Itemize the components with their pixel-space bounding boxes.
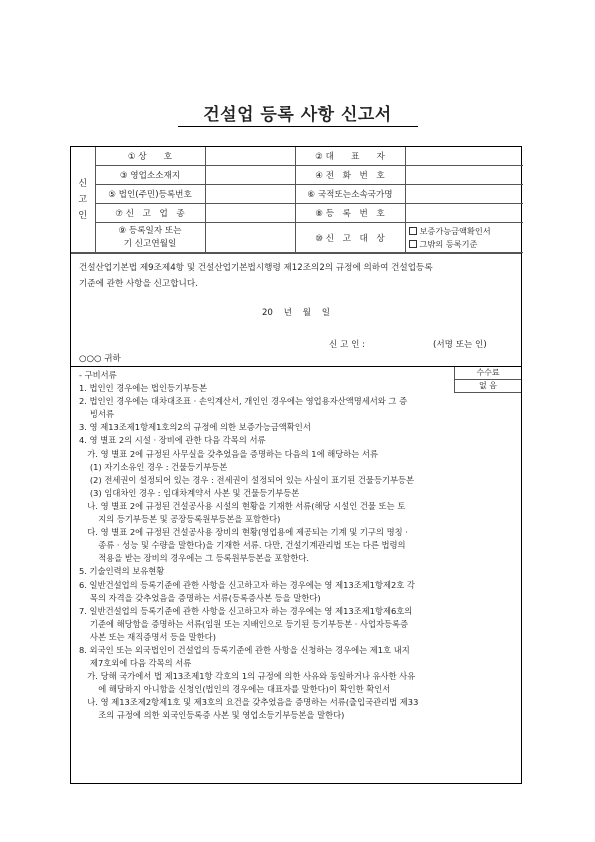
option-other-criteria[interactable]: 그밖의 등록기준 xyxy=(409,238,521,251)
trade-name-field[interactable] xyxy=(205,147,295,166)
doc-line: 다. 영 별표 2에 규정된 건설공사용 장비의 현황(영업용에 제공되는 기계 및 기구의 명칭 · xyxy=(79,527,408,538)
report-target-options xyxy=(405,223,523,253)
report-target-label: ⑩ 신 고 대 상 xyxy=(295,223,405,253)
registration-number-field[interactable] xyxy=(405,204,523,223)
nationality-field[interactable] xyxy=(405,185,523,204)
doc-line: 2. 법인인 경우에는 대차대조표 · 손익계산서, 개인인 경우에는 영업용자산액명세서와 그 증 xyxy=(79,396,408,407)
applicant-side-label: 신 고 인 xyxy=(71,147,95,253)
signer-label: 신 고 인 : xyxy=(329,340,365,350)
doc-line: - 구비서류 xyxy=(79,370,117,380)
doc-line: 1. 법인인 경우에는 법인등기부등본 xyxy=(79,383,208,394)
doc-line: 종류 · 성능 및 수량을 말한다)을 기재한 서류. 다만, 건설기계관리법 또는 다른 법령의 xyxy=(79,540,406,551)
phone-label: ④ 전 화 번 호 xyxy=(295,166,405,185)
business-type-label: ⑦ 신 고 업 종 xyxy=(95,204,205,223)
doc-line: 제7호외에 다음 각목의 서류 xyxy=(79,658,192,669)
doc-line: (3) 임대차인 경우 : 임대차계약서 사본 및 건물등기부등본 xyxy=(79,487,300,498)
representative-field[interactable] xyxy=(405,147,523,166)
office-address-label: ③ 영업소소재지 xyxy=(95,166,205,185)
doc-line: 목의 자격을 갖추었음을 증명하는 서류(등록증사본 등을 말한다) xyxy=(79,592,321,603)
doc-line: 8. 외국인 또는 외국법인이 건설업의 등록기준에 관한 사항을 신청하는 경우에는 제1호 내지 xyxy=(79,644,410,655)
document-list xyxy=(79,369,515,723)
signature-note: (서명 또는 인) xyxy=(433,340,487,350)
doc-line: 지의 등기부등본 및 공장등록원부등본을 포함한다) xyxy=(79,514,281,525)
doc-line: 사본 또는 재직증명서 등을 말한다) xyxy=(79,631,216,642)
doc-line: 적용을 받는 장비의 경우에는 그 등록원부등본을 포함한다. xyxy=(79,553,310,564)
doc-line: 가. 당해 국가에서 법 제13조제1항 각호의 1의 규정에 의한 사유와 동일하거나 유사한 사유 xyxy=(79,671,416,682)
checkbox-icon[interactable] xyxy=(409,240,417,248)
doc-line: 7. 일반건설업의 등록기준에 관한 사항을 신고하고자 하는 경우에는 영 제13조제1항제6호의 xyxy=(79,605,413,616)
fee-value: 없 음 xyxy=(479,381,497,390)
representative-label: ② 대 표 자 xyxy=(295,147,405,166)
doc-line: (2) 전세권이 설정되어 있는 경우 : 전세권이 설정되어 있는 사실이 표기된 건물등기부등본 xyxy=(79,474,415,485)
doc-line: 3. 영 제13조제1항제1호의2의 규정에 의한 보증가능금액확인서 xyxy=(79,422,311,433)
doc-line: 4. 영 별표 2의 시설 · 장비에 관한 다음 각목의 서류 xyxy=(79,435,266,446)
registration-id-label: ⑤ 법인(주민)등록번호 xyxy=(95,185,205,204)
registration-id-field[interactable] xyxy=(205,185,295,204)
option-guarantee[interactable]: 보증가능금액확인서 xyxy=(409,225,521,238)
doc-line: 빙서류 xyxy=(79,409,114,420)
form-title: 건설업 등록 사항 신고서 xyxy=(203,105,392,125)
doc-line: 기준에 해당함을 증명하는 서류(임원 또는 지배인으로 등기된 등기부등본 · 사업자등록증 xyxy=(79,618,409,629)
doc-line: 나. 영 제13조제2항제1호 및 제3호의 요건을 갖추었음을 증명하는 서류(출입국관리법 제33 xyxy=(79,697,419,708)
doc-line: 나. 영 별표 2에 규정된 건설공사용 시설의 현황을 기재한 서류(해당 시설인 건물 또는 토 xyxy=(79,500,406,511)
phone-field[interactable] xyxy=(405,166,523,185)
nationality-label: ⑥ 국적또는소속국가명 xyxy=(295,185,405,204)
doc-line: 5. 기술인력의 보유현황 xyxy=(79,566,165,577)
applicant-table xyxy=(71,147,523,253)
registration-date-label: ⑨ 등록일자 또는 기 신고연월일 xyxy=(95,223,205,253)
fee-label: 수수료 xyxy=(455,367,521,380)
form-box xyxy=(70,146,522,784)
office-address-field[interactable] xyxy=(205,166,295,185)
registration-number-label: ⑧ 등 록 번 호 xyxy=(295,204,405,223)
required-documents xyxy=(71,366,521,783)
doc-line: (1) 자기소유인 경우 : 건물등기부등본 xyxy=(79,461,228,472)
doc-line: 가. 영 별표 2에 규정된 사무실을 갖추었음을 증명하는 다음의 1에 해당하는 서류 xyxy=(79,448,378,459)
checkbox-icon[interactable] xyxy=(409,227,417,235)
declaration-text: 건설산업기본법 제9조제4항 및 건설산업기본법시행령 제12조의2의 규정에 의하여 건설업등록 기준에 관한 사항을 신고합니다. xyxy=(79,263,433,289)
declaration-section xyxy=(71,253,521,366)
addressee: ○○○ 귀하 xyxy=(79,354,121,364)
title-underline xyxy=(178,126,418,127)
doc-line: 조의 규정에 의한 외국인등록증 사본 및 영업소등기부등본을 말한다) xyxy=(79,710,345,721)
business-type-field[interactable] xyxy=(205,204,295,223)
registration-date-field[interactable] xyxy=(205,223,295,253)
trade-name-label: ① 상 호 xyxy=(95,147,205,166)
declaration-date: 20 년 월 일 xyxy=(261,308,331,318)
doc-line: 에 해당하지 아니함을 신청인(법인의 경우에는 대표자를 말한다)이 확인한 확인서 xyxy=(79,684,391,695)
doc-line: 6. 일반건설업의 등록기준에 관한 사항을 신고하고자 하는 경우에는 영 제13조제1항제2호 각 xyxy=(79,579,415,590)
